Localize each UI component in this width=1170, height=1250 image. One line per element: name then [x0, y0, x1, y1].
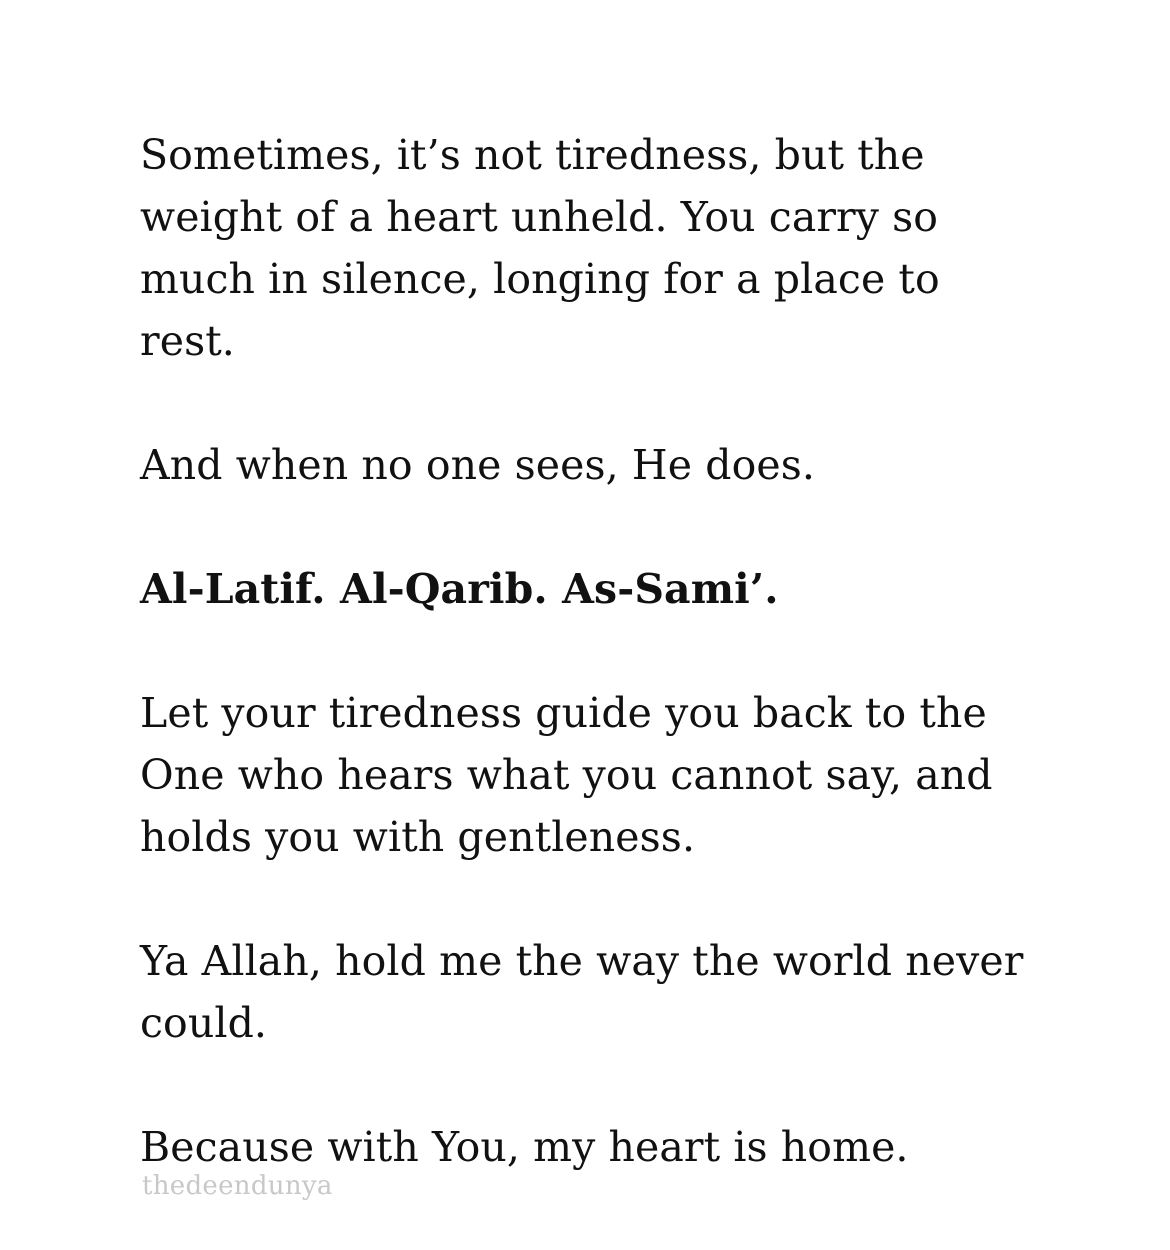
paragraph-he-sees: And when no one sees, He does. [140, 441, 815, 489]
paragraph-guidance: Let your tiredness guide you back to the One who hears what you cannot say, and holds you with gentleness. [140, 689, 993, 861]
paragraph-closing: Because with You, my heart is home. [140, 1123, 909, 1171]
watermark-handle: thedeendunya [142, 1171, 333, 1201]
quote-text-block [140, 124, 1040, 1178]
paragraph-intro: Sometimes, it’s not tiredness, but the weight of a heart unheld. You carry so much in silence, longing for a place to rest. [140, 131, 940, 365]
paragraph-divine-names: Al-Latif. Al-Qarib. As-Sami’. [140, 565, 779, 613]
paragraph-dua: Ya Allah, hold me the way the world never could. [140, 937, 1024, 1047]
